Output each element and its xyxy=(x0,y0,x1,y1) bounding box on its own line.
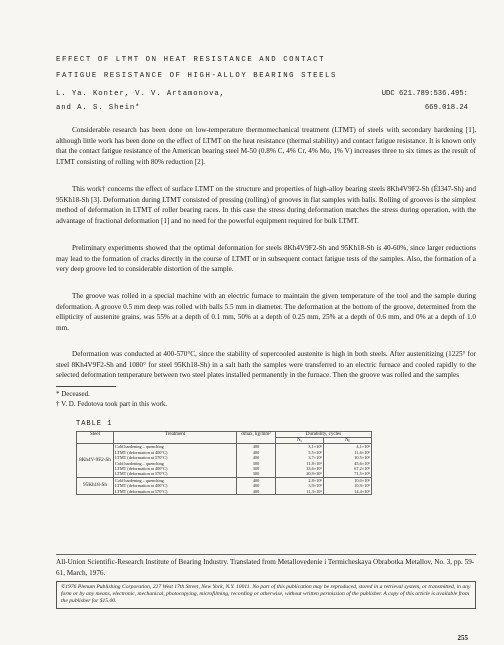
nb-cell xyxy=(323,444,371,477)
title-line-2: FATIGUE RESISTANCE OF HIGH-ALLOY BEARING STEELS xyxy=(56,72,338,80)
authors xyxy=(56,87,316,115)
paragraph: This work† concerns the effect of surface LTMT on the structure and properties of high-alloy bearing steels 8Kh4V9F2-Sh (ÉI347-Sh) and 95Kh18-Sh [3]. Deformation during LTMT consisted of pressing (rolling) of grooves in flat samples with balls. Rolling of grooves is the simplest method of deformation in LTMT of roller bearing races. In this case the stress during deformation matches the stress during operation, with the advantage of fractional deformation [1] and no need for the powerful equipment required for bulk LTMT. xyxy=(56,185,476,225)
paragraph-2-block xyxy=(56,184,476,226)
sigma-value: 300 xyxy=(252,471,260,477)
header-n-a: Nₐ xyxy=(276,438,324,444)
nb-value: 10,5×10⁶ xyxy=(354,455,370,461)
treatment-text: LTMT (deformation at 400°C) xyxy=(115,449,168,455)
treatment-text: LTMT (deformation at 570°C) xyxy=(115,455,168,461)
paragraph-3-block xyxy=(56,243,476,275)
treatment-text: LTMT (deformation at 400°C) xyxy=(115,465,168,471)
na-value: 2,8×10⁶ xyxy=(308,477,322,483)
sigma-value: 400 xyxy=(252,455,260,461)
paragraph: The groove was rolled in a special machine with an electric furnace to maintain the given temperature of the tool and the sample during deformation. A groove 0.5 mm deep was rolled with balls 5.5 mm in diameter. The deformation at the bottom of the groove, determined from the ellipticity of austenite grains, was 55% at a depth of 0.1 mm, 50% at a depth of 0.25 mm, 25% at a depth of 0.6 mm, and 0% at a depth of 1.0 mm. xyxy=(56,292,476,332)
udc-line-2: 669.018.24 xyxy=(424,104,468,112)
nb-value: 45,6×10⁶ xyxy=(354,460,370,466)
treatment-cell xyxy=(114,477,237,494)
na-value: 3,9×10⁶ xyxy=(308,483,322,489)
na-value: 3,1×10⁶ xyxy=(308,444,322,450)
udc-line-1: UDC 621.789:536.495: xyxy=(381,90,468,98)
authors-line-2: and A. S. Shein* xyxy=(56,104,141,112)
header-n-b: Nᵦ xyxy=(323,438,371,444)
steel-cell: 95Kh18-Sh xyxy=(77,477,114,494)
durability-table xyxy=(76,431,372,495)
na-cell xyxy=(276,444,324,477)
footnote-divider xyxy=(56,386,116,387)
na-cell xyxy=(276,477,324,494)
nb-value: 10,0×10⁶ xyxy=(354,477,370,483)
table-row xyxy=(77,444,372,477)
header-steel: Steel xyxy=(77,432,114,444)
nb-value: 10,9×10⁶ xyxy=(354,483,370,489)
sigma-value: 300 xyxy=(252,465,260,471)
treatment-text: Cold hardening – quenching xyxy=(115,460,164,466)
table-row xyxy=(77,477,372,494)
udc-code xyxy=(328,87,468,115)
paragraph: Preliminary experiments showed that the optimal deformation for steels 8Kh4V9F2-Sh and 95Kh18-Sh is 40-60%, since larger reductions may lead to the formation of cracks directly in the course of LTMT or in subsequent contact fatigue tests of the samples. Also, the formation of a very deep groove led to considerable distortion of the sample. xyxy=(56,244,476,274)
na-value: 33,6×10⁶ xyxy=(306,465,322,471)
sigma-cell xyxy=(237,444,276,477)
na-value: 3,7×10⁶ xyxy=(308,455,322,461)
sigma-cell xyxy=(237,477,276,494)
paragraph: Considerable research has been done on low-temperature thermomechanical treatment (LTMT) of steels with secondary hardening [1], although little work has been done on the effect of LTMT on the heat resistance (thermal stability) and contact fatigue resistance. It is known only that the contact fatigue resistance of the American bearing steel M-50 (0.8% C, 4% Cr, 4% Mo, 1% V) increases three to six times as the result of LTMT consisting of rolling with 80% reduction [2]. xyxy=(56,126,476,166)
nb-value: 4,1×10⁶ xyxy=(356,444,370,450)
header-durability: Durability, cycles xyxy=(276,432,372,438)
affiliation-divider xyxy=(56,554,476,555)
treatment-text: LTMT (deformation at 400°C) xyxy=(115,483,168,489)
sigma-value: 400 xyxy=(252,477,260,483)
nb-cell xyxy=(323,477,371,494)
na-value: 5,5×10⁶ xyxy=(308,449,322,455)
sigma-value: 400 xyxy=(252,488,260,494)
footnote-deceased: * Deceased. xyxy=(56,390,90,398)
copyright-notice: ©1976 Plenum Publishing Corporation, 227 West 17th Street, New York, N.Y. 10011. No part of this publication may be reproduced, stored in a retrieval system, or transmitted, in any form or by any means, electronic, mechanical, photocopying, microfilming, recording or otherwise, without written permission of the publisher. A copy of this article is available from the publisher for $15.00. xyxy=(56,581,476,609)
steel-cell: 8Kh4V-9F2-Sh xyxy=(77,444,114,477)
nb-value: 67,2×10⁶ xyxy=(354,465,370,471)
na-value: 11,3×10⁶ xyxy=(306,488,322,494)
treatment-cell xyxy=(114,444,237,477)
header-treatment: Treatment xyxy=(114,432,237,444)
authors-line-1: L. Ya. Konter, V. V. Artamonova, xyxy=(56,90,225,98)
paragraph-4-block xyxy=(56,291,476,333)
table-caption: TABLE 1 xyxy=(76,420,113,428)
sigma-value: 400 xyxy=(252,449,260,455)
sigma-value: 400 xyxy=(252,444,260,450)
footnotes xyxy=(56,389,356,409)
na-value: 20,9×10⁶ xyxy=(306,471,322,477)
title-line-1: EFFECT OF LTMT ON HEAT RESISTANCE AND CONTACT xyxy=(56,56,326,64)
treatment-text: Cold hardening – quenching xyxy=(115,444,164,450)
paragraph: Deformation was conducted at 400-570°C, since the stability of supercooled austenite is high in both steels. After austenitizing (1225° for steel 8Kh4V9F2-Sh and 1080° for steel 95Kh18-Sh) in a salt bath the samples were transferred to an electric furnace and cooled rapidly to the selected deformation temperature between two steel plates installed permanently in the furnace. Then the groove was rolled and the samples xyxy=(56,350,476,380)
treatment-text: LTMT (deformation at 570°C) xyxy=(115,488,168,494)
header-sigma: σmax, kg/mm² xyxy=(237,432,276,444)
page-number: 255 xyxy=(457,634,468,642)
footnote-participant: † V. D. Fedotova took part in this work. xyxy=(56,400,168,408)
nb-value: 14,4×10⁶ xyxy=(354,488,370,494)
treatment-text: Cold hardening – quenching xyxy=(115,477,164,483)
paragraph-5-block xyxy=(56,349,476,381)
sigma-value: 300 xyxy=(252,460,260,466)
article-title xyxy=(56,52,476,84)
na-value: 11,8×10⁶ xyxy=(306,460,322,466)
nb-value: 11,6×10⁶ xyxy=(354,449,370,455)
nb-value: 71,5×10⁶ xyxy=(354,471,370,477)
treatment-text: LTMT (deformation at 570°C) xyxy=(115,471,168,477)
paragraph-1-block xyxy=(56,125,476,167)
sigma-value: 400 xyxy=(252,483,260,489)
affiliation: All-Union Scientific-Research Institute of Bearing Industry. Translated from Metallovedenie i Termicheskaya Obrabotka Metallov, No. 3, pp. 59-61, March, 1976. xyxy=(56,558,475,577)
